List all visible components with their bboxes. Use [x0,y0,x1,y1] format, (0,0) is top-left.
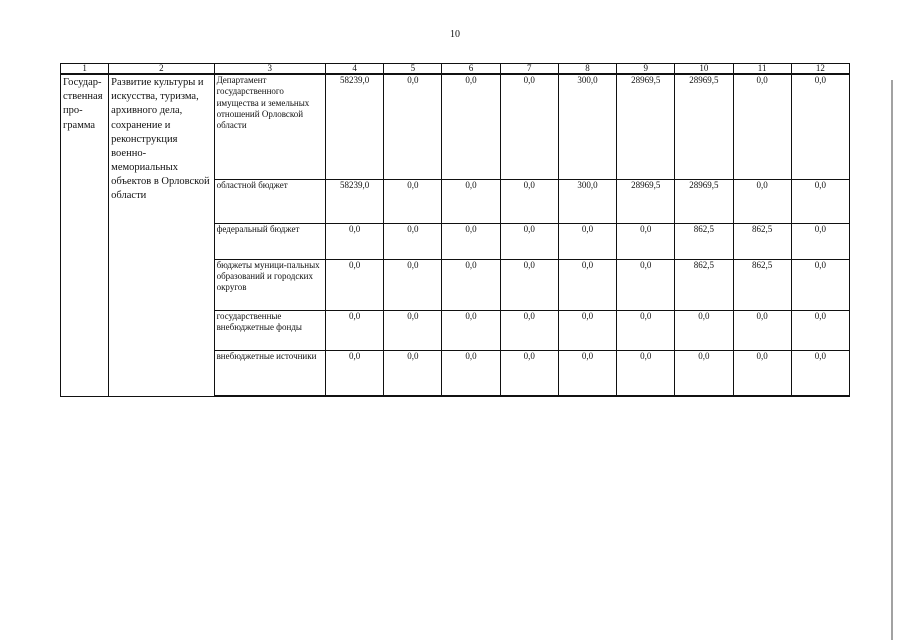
column-header: 1 [61,64,109,75]
value-cell: 0,0 [617,310,675,350]
scan-edge-line [891,80,893,640]
funding-source-cell: государственные внебюджетные фонды [214,310,325,350]
value-cell: 862,5 [733,259,791,310]
value-cell: 300,0 [558,179,616,223]
value-cell: 58239,0 [325,179,383,223]
value-cell: 0,0 [791,310,849,350]
program-type-cell: Государ-ственная про-грамма [61,74,109,396]
value-cell: 0,0 [325,223,383,259]
value-cell: 0,0 [500,74,558,179]
value-cell: 0,0 [500,310,558,350]
value-cell: 0,0 [558,310,616,350]
value-cell: 0,0 [325,350,383,396]
value-cell: 0,0 [617,350,675,396]
value-cell: 0,0 [791,350,849,396]
value-cell: 0,0 [500,350,558,396]
funding-source-cell: федеральный бюджет [214,223,325,259]
value-cell: 0,0 [442,74,500,179]
program-name-cell: Развитие культуры и искусства, туризма, архивного дела, сохранение и реконструкция военно-мемориальных объектов в Орловской области [109,74,214,396]
value-cell: 0,0 [675,350,733,396]
column-header-row [61,64,850,75]
value-cell: 862,5 [733,223,791,259]
value-cell: 0,0 [733,74,791,179]
value-cell: 28969,5 [675,179,733,223]
value-cell: 0,0 [675,310,733,350]
value-cell: 0,0 [617,259,675,310]
column-header: 11 [733,64,791,75]
funding-source-cell: внебюджетные источники [214,350,325,396]
value-cell: 0,0 [442,350,500,396]
column-header: 4 [325,64,383,75]
budget-table [60,63,850,397]
value-cell: 0,0 [500,223,558,259]
table-row [61,74,850,179]
value-cell: 0,0 [791,74,849,179]
column-header: 6 [442,64,500,75]
column-header: 12 [791,64,849,75]
value-cell: 58239,0 [325,74,383,179]
value-cell: 0,0 [558,223,616,259]
value-cell: 0,0 [325,310,383,350]
value-cell: 0,0 [791,179,849,223]
value-cell: 0,0 [384,259,442,310]
value-cell: 0,0 [558,350,616,396]
value-cell: 0,0 [384,179,442,223]
value-cell: 0,0 [442,310,500,350]
column-header: 10 [675,64,733,75]
value-cell: 0,0 [791,259,849,310]
page-number: 10 [450,29,460,40]
value-cell: 28969,5 [675,74,733,179]
value-cell: 28969,5 [617,74,675,179]
column-header: 2 [109,64,214,75]
funding-source-cell: областной бюджет [214,179,325,223]
value-cell: 0,0 [384,310,442,350]
value-cell: 0,0 [617,223,675,259]
column-header: 8 [558,64,616,75]
value-cell: 0,0 [500,259,558,310]
value-cell: 28969,5 [617,179,675,223]
value-cell: 0,0 [384,223,442,259]
funding-source-cell: бюджеты муници-пальных образований и городских округов [214,259,325,310]
value-cell: 0,0 [733,179,791,223]
column-header: 7 [500,64,558,75]
column-header: 9 [617,64,675,75]
value-cell: 862,5 [675,259,733,310]
value-cell: 0,0 [384,350,442,396]
value-cell: 0,0 [442,179,500,223]
value-cell: 0,0 [442,259,500,310]
value-cell: 862,5 [675,223,733,259]
value-cell: 0,0 [791,223,849,259]
column-header: 3 [214,64,325,75]
value-cell: 0,0 [384,74,442,179]
value-cell: 0,0 [442,223,500,259]
value-cell: 300,0 [558,74,616,179]
value-cell: 0,0 [733,310,791,350]
column-header: 5 [384,64,442,75]
value-cell: 0,0 [558,259,616,310]
value-cell: 0,0 [500,179,558,223]
value-cell: 0,0 [733,350,791,396]
value-cell: 0,0 [325,259,383,310]
funding-source-cell: Департамент государственного имущества и земельных отношений Орловской области [214,74,325,179]
